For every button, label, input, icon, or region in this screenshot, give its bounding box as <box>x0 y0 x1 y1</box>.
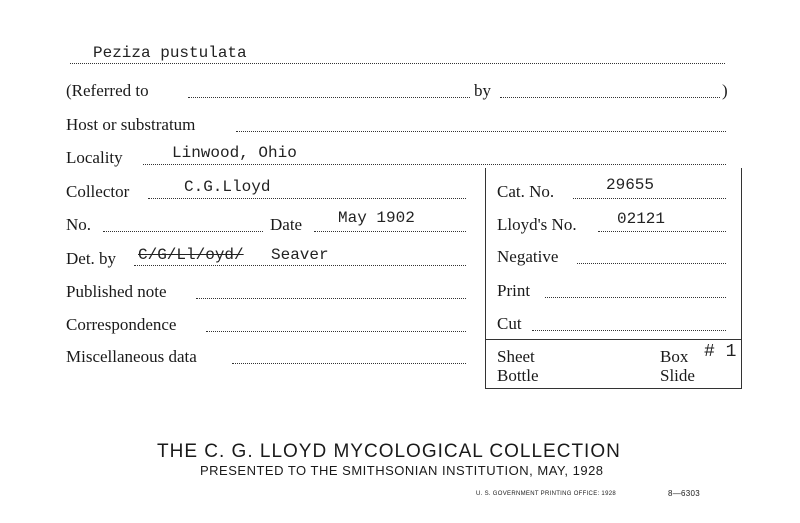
referred-to-label: (Referred to <box>66 81 149 100</box>
sheet-label: Sheet <box>497 347 535 366</box>
miscellaneous-line <box>232 363 466 364</box>
species-name: Peziza pustulata <box>93 44 247 62</box>
box-middle-rule <box>485 339 741 340</box>
locality-label: Locality <box>66 148 123 167</box>
no-label: No. <box>66 215 92 234</box>
slide-label: Slide <box>660 366 695 385</box>
locality-value: Linwood, Ohio <box>172 144 297 162</box>
printing-office-note: U. S. GOVERNMENT PRINTING OFFICE: 1928 <box>476 491 616 497</box>
box-label: Box <box>660 347 689 366</box>
bottle-label: Bottle <box>497 366 539 385</box>
date-line <box>314 231 466 232</box>
det-by-value: Seaver <box>271 246 329 264</box>
cut-label: Cut <box>497 314 522 333</box>
referred-to-line <box>188 97 470 98</box>
cat-no-value: 29655 <box>606 176 655 194</box>
lloyds-no-line <box>598 231 726 232</box>
collector-line <box>148 198 466 199</box>
miscellaneous-label: Miscellaneous data <box>66 347 197 366</box>
host-label: Host or substratum <box>66 115 196 134</box>
box-left-border <box>485 168 486 388</box>
print-label: Print <box>497 281 531 300</box>
published-note-label: Published note <box>66 282 167 301</box>
cut-line <box>532 330 726 331</box>
form-number: 8—6303 <box>668 489 701 498</box>
close-paren: ) <box>722 81 728 100</box>
collection-subtitle: PRESENTED TO THE SMITHSONIAN INSTITUTION, MAY, 1928 <box>200 463 604 478</box>
by-line <box>500 97 720 98</box>
box-right-border <box>741 168 742 388</box>
date-value: May 1902 <box>338 209 415 227</box>
cat-no-label: Cat. No. <box>497 182 555 201</box>
collection-title: THE C. G. LLOYD MYCOLOGICAL COLLECTION <box>157 441 621 462</box>
date-label: Date <box>270 215 303 234</box>
host-line <box>236 131 726 132</box>
lloyds-no-label: Lloyd's No. <box>497 215 577 234</box>
det-by-line <box>134 265 466 266</box>
box-bottom-border <box>485 388 742 389</box>
species-line <box>70 63 725 64</box>
correspondence-label: Correspondence <box>66 315 177 334</box>
correspondence-line <box>206 331 466 332</box>
det-by-struck: C/G/Ll/oyd/ <box>138 246 244 264</box>
negative-line <box>577 263 726 264</box>
cat-no-line <box>573 198 726 199</box>
det-by-label: Det. by <box>66 249 117 268</box>
no-line <box>103 231 263 232</box>
by-label: by <box>474 81 491 100</box>
published-note-line <box>196 298 466 299</box>
locality-line <box>143 164 726 165</box>
print-line <box>545 297 726 298</box>
collector-value: C.G.Lloyd <box>184 178 271 196</box>
box-value: # 1 <box>704 342 737 362</box>
collector-label: Collector <box>66 182 130 201</box>
negative-label: Negative <box>497 247 559 266</box>
lloyds-no-value: 02121 <box>617 210 666 228</box>
